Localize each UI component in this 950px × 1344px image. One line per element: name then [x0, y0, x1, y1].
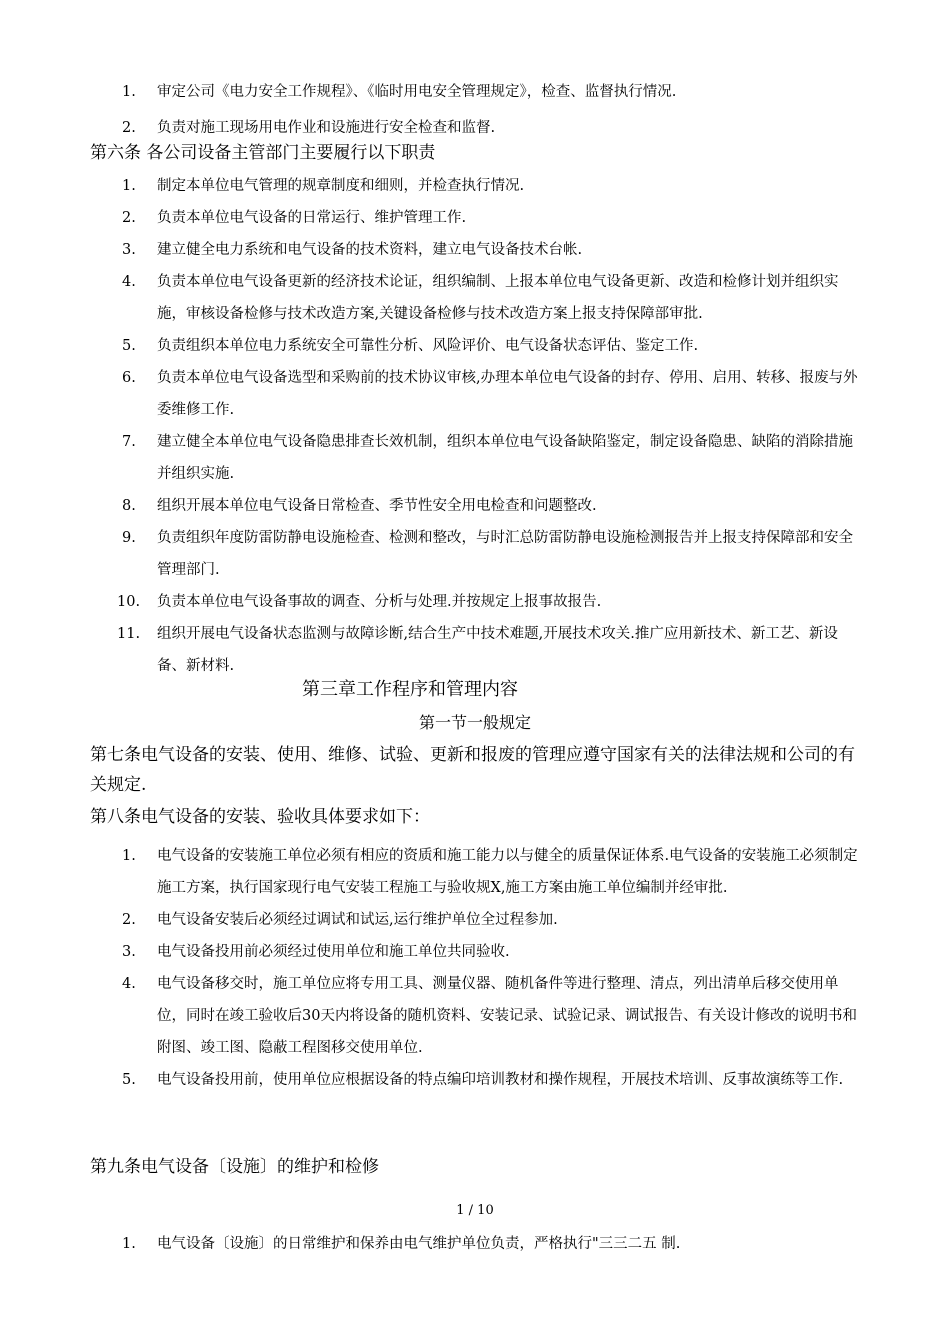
list-item: [0, 330, 950, 362]
section-1-title: 第一节一般规定: [418, 713, 531, 732]
item-text: 电气设备安装后必须经过调试和试运,运行维护单位全过程参加.: [157, 912, 558, 928]
item-number: 3.: [122, 944, 136, 960]
list-item: [0, 1228, 950, 1260]
duty-list-top: [0, 76, 950, 144]
list-item: [0, 522, 950, 586]
item-number: 10.: [117, 594, 141, 610]
item-number: 5.: [122, 1072, 136, 1088]
item-text: 组织开展本单位电气设备日常检查、季节性安全用电检查和问题整改.: [157, 498, 597, 514]
item-number: 9.: [122, 530, 136, 546]
duty-list-article-6: [0, 170, 950, 682]
list-item: [0, 362, 950, 426]
item-text: 负责对施工现场用电作业和设施进行安全检查和监督.: [157, 120, 496, 136]
item-number: 8.: [122, 498, 136, 514]
article-9-heading: 第九条电气设备〔设施〕的维护和检修: [90, 1157, 379, 1177]
item-number: 7.: [122, 434, 136, 450]
item-number: 6.: [122, 370, 136, 386]
item-text: 负责组织年度防雷防静电设施检查、检测和整改，与时汇总防雷防静电设施检测报告并上报支持保障部和安全管理部门.: [157, 530, 853, 578]
list-item: [0, 426, 950, 490]
item-text: 负责本单位电气设备的日常运行、维护管理工作.: [157, 210, 467, 226]
item-number: 1.: [122, 84, 136, 100]
item-text: 电气设备〔设施〕的日常维护和保养由电气维护单位负责，严格执行"三三二五 制.: [157, 1236, 681, 1252]
item-text: 负责组织本单位电力系统安全可靠性分析、风险评价、电气设备状态评估、鉴定工作.: [157, 338, 699, 354]
installation-requirements-list: [0, 840, 950, 1096]
item-number: 2.: [122, 120, 136, 136]
article-8-heading: 第八条电气设备的安装、验收具体要求如下：: [90, 807, 430, 827]
article-6-heading: 第六条 各公司设备主管部门主要履行以下职责: [90, 143, 436, 163]
item-text: 建立健全本单位电气设备隐患排查长效机制，组织本单位电气设备缺陷鉴定，制定设备隐患、缺陷的消除措施并组织实施.: [157, 434, 853, 482]
list-item: [0, 76, 950, 108]
item-number: 1.: [122, 178, 136, 194]
item-number: 3.: [122, 242, 136, 258]
item-number: 11.: [117, 626, 141, 642]
list-item: [0, 1064, 950, 1096]
list-item: [0, 490, 950, 522]
item-text: 电气设备的安装施工单位必须有相应的资质和施工能力以与健全的质量保证体系.电气设备的安装施工必须制定施工方案，执行国家现行电气安装工程施工与验收规X,施工方案由施工单位编制并经审批.: [157, 848, 858, 896]
list-item: [0, 202, 950, 234]
item-text: 电气设备移交时，施工单位应将专用工具、测量仪器、随机备件等进行整理、清点，列出清单后移交使用单位，同时在竣工验收后30天内将设备的随机资料、安装记录、试验记录、调试报告、有关设计修改的说明书和附图、竣工图、隐蔽工程图移交使用单位.: [157, 976, 857, 1056]
item-text: 电气设备投用前，使用单位应根据设备的特点编印培训教材和操作规程，开展技术培训、反事故演练等工作.: [157, 1072, 844, 1088]
list-item: [0, 968, 950, 1064]
chapter-3-title: 第三章工作程序和管理内容: [302, 679, 518, 700]
item-number: 1.: [122, 848, 136, 864]
list-item: [0, 234, 950, 266]
list-item: [0, 266, 950, 330]
item-text: 负责本单位电气设备选型和采购前的技术协议审核,办理本单位电气设备的封存、停用、启用、转移、报废与外委维修工作.: [157, 370, 858, 418]
item-number: 5.: [122, 338, 136, 354]
item-number: 4.: [122, 976, 136, 992]
list-item: [0, 618, 950, 682]
item-number: 1.: [122, 1236, 136, 1252]
maintenance-list: [0, 1228, 950, 1260]
list-item: [0, 586, 950, 618]
article-7-text: 第七条电气设备的安装、使用、维修、试验、更新和报废的管理应遵守国家有关的法律法规和公司的有关规定.: [90, 745, 855, 795]
item-text: 电气设备投用前必须经过使用单位和施工单位共同验收.: [157, 944, 510, 960]
item-text: 负责本单位电气设备事故的调查、分析与处理.并按规定上报事故报告.: [157, 594, 602, 610]
item-text: 建立健全电力系统和电气设备的技术资料，建立电气设备技术台帐.: [157, 242, 583, 258]
list-item: [0, 904, 950, 936]
page-number: 1 / 10: [456, 1203, 494, 1218]
item-text: 审定公司《电力安全工作规程》、《临时用电安全管理规定》，检查、监督执行情况.: [157, 84, 677, 100]
item-number: 2.: [122, 912, 136, 928]
list-item: [0, 936, 950, 968]
item-text: 组织开展电气设备状态监测与故障诊断,结合生产中技术难题,开展技术攻关.推广应用新技术、新工艺、新设备、新材料.: [157, 626, 838, 674]
list-item: [0, 840, 950, 904]
item-number: 2.: [122, 210, 136, 226]
item-text: 负责本单位电气设备更新的经济技术论证，组织编制、上报本单位电气设备更新、改造和检修计划并组织实施，审核设备检修与技术改造方案,关键设备检修与技术改造方案上报支持保障部审批.: [157, 274, 839, 322]
list-item: [0, 170, 950, 202]
item-text: 制定本单位电气管理的规章制度和细则，并检查执行情况.: [157, 178, 525, 194]
item-number: 4.: [122, 274, 136, 290]
